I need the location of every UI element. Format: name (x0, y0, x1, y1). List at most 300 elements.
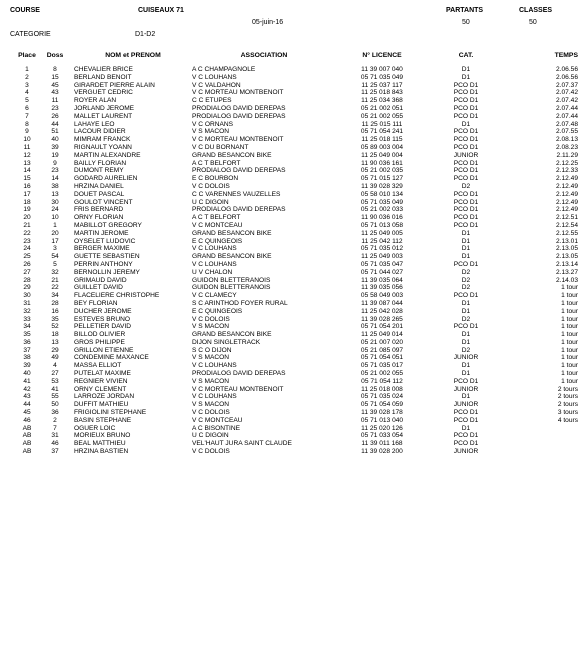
table-row (12, 401, 578, 409)
cell-doss: 7 (53, 424, 57, 432)
cell-time: 2.13.05 (556, 253, 578, 261)
cell-place: 20 (23, 214, 31, 222)
cell-place: 23 (23, 237, 31, 245)
table-row (12, 331, 578, 339)
cell-name: BERGER MAXIME (74, 245, 130, 253)
cell-licence: 05 71 013 040 (360, 416, 404, 424)
results-body (12, 66, 578, 456)
cell-name: MARTIN ALEXANDRE (74, 151, 141, 159)
cell-licence: 11 25 042 112 (361, 237, 403, 245)
cell-place: 15 (23, 175, 31, 183)
cell-licence: 05 71 044 027 (360, 268, 404, 276)
cell-category: PCO D1 (453, 206, 479, 214)
cell-licence: 11 25 049 003 (361, 253, 403, 261)
cell-time: 1 tour (561, 307, 578, 315)
table-row (12, 66, 578, 74)
cell-place: 24 (23, 245, 31, 253)
cell-place: 26 (23, 260, 31, 268)
cell-place: 21 (23, 221, 31, 229)
cell-association: A C T BELFORT (192, 214, 241, 222)
cell-licence: 05 21 002 033 (360, 206, 404, 214)
cell-time: 1 tour (561, 284, 578, 292)
cell-association: A C CHAMPAGNOLE (192, 66, 256, 73)
table-row (12, 82, 578, 90)
cell-doss: 21 (51, 276, 59, 284)
cell-place: 44 (23, 401, 31, 409)
cell-time (504, 440, 578, 448)
cell-time (504, 448, 578, 456)
cell-time: 1 tour (561, 338, 578, 346)
cell-place: 29 (23, 284, 31, 292)
cell-doss: 29 (51, 346, 59, 354)
cell-association: A C BISONTINE (192, 424, 240, 432)
cell-time: 2.13.14 (556, 260, 578, 268)
cell-licence: 05 71 035 017 (360, 362, 404, 370)
cell-time: 1 tour (561, 346, 578, 354)
cell-association: V C DOLOIS (192, 182, 230, 190)
cell-licence: 11 25 049 004 (361, 151, 403, 159)
cell-name: FLACELIERE CHRISTOPHE (74, 292, 160, 300)
cell-time: 1 tour (561, 299, 578, 307)
table-row (12, 323, 578, 331)
cell-licence: 11 25 018 843 (361, 89, 403, 97)
cell-name: GOULOT VINCENT (74, 198, 133, 206)
cell-name: CHEVALIER BRICE (74, 66, 133, 73)
cell-licence: 05 71 035 012 (360, 245, 404, 253)
cell-association: C C ETUPES (192, 97, 232, 105)
cell-licence: 05 71 015 127 (360, 175, 404, 183)
cell-time: 4 tours (557, 416, 578, 424)
cell-category: PCO D1 (453, 221, 479, 229)
cell-place: 13 (23, 159, 31, 167)
col-licence-header: N° LICENCE (362, 52, 402, 59)
cell-association: C C VARENNES VAUZELLES (192, 190, 281, 198)
cell-category: JUNIOR (453, 448, 479, 456)
cell-category: D2 (461, 268, 471, 276)
cell-doss: 54 (51, 253, 59, 261)
cell-time: 2.07.55 (556, 128, 578, 136)
table-row (12, 245, 578, 253)
cell-time: 2.07.44 (556, 104, 578, 112)
cell-place: 45 (23, 409, 31, 417)
cell-doss: 10 (51, 214, 59, 222)
cell-name: BASIN STEPHANE (74, 416, 132, 424)
cell-time: 2.12.25 (556, 159, 578, 167)
cell-doss: 36 (51, 409, 59, 417)
cell-doss: 49 (51, 354, 59, 362)
cell-name: REGNIER VIVIEN (74, 377, 128, 385)
cell-licence: 05 21 007 020 (360, 338, 404, 346)
cell-category: PCO D1 (453, 260, 479, 268)
table-row (12, 417, 578, 425)
cell-place: 27 (23, 268, 31, 276)
cell-doss: 43 (51, 89, 59, 97)
cell-licence: 05 71 013 058 (360, 221, 404, 229)
col-time-header: TEMPS (554, 52, 578, 59)
race-name: CUISEAUX 71 (138, 7, 184, 14)
cell-association: V C LOUHANS (192, 73, 237, 81)
cell-time: 2.13.27 (556, 268, 578, 276)
cell-doss: 16 (51, 307, 59, 315)
cell-doss: 18 (51, 331, 59, 339)
cell-association: S C O DIJON (192, 346, 232, 354)
cell-doss: 5 (53, 260, 57, 268)
cell-doss: 23 (51, 167, 59, 175)
cell-time: 2.07.42 (556, 97, 578, 105)
cell-licence: 11 39 087 044 (361, 299, 403, 307)
cell-name: OYSELET LUDOVIC (74, 237, 136, 245)
cell-name: HRZINA DANIEL (74, 182, 124, 190)
cell-licence: 11 39 035 056 (361, 284, 403, 292)
cell-time: 2.12.51 (556, 214, 578, 222)
cell-category: D2 (461, 182, 471, 190)
cell-association: VEL'HAUT JURA SAINT CLAUDE (192, 440, 292, 448)
cell-place: 40 (23, 370, 31, 378)
cell-association: V S MACON (192, 377, 230, 385)
table-row (12, 339, 578, 347)
cell-doss: 38 (51, 182, 59, 190)
table-row (12, 191, 578, 199)
course-label: COURSE (10, 7, 40, 14)
cell-place: 22 (23, 229, 31, 237)
table-row (12, 199, 578, 207)
col-assoc-header: ASSOCIATION (240, 52, 288, 59)
cell-doss: 1 (53, 221, 57, 229)
table-row (12, 253, 578, 261)
cell-name: HRZINA BASTIEN (74, 448, 129, 456)
cell-time: 2.08.13 (556, 136, 578, 144)
cell-doss: 2 (53, 416, 57, 424)
table-row (12, 183, 578, 191)
table-row (12, 113, 578, 121)
cell-time: 1 tour (561, 362, 578, 370)
cell-doss: 24 (51, 206, 59, 214)
cell-licence: 11 39 011 168 (361, 440, 403, 448)
cell-doss: 41 (51, 385, 59, 393)
cell-time: 2.07.44 (556, 112, 578, 120)
cell-name: MORIEUX BRUNO (74, 432, 131, 440)
cell-name: GIRARDET PIERRE ALAIN (74, 81, 155, 89)
cell-place: 9 (25, 128, 29, 136)
table-row (12, 206, 578, 214)
cell-association: U C DIGOIN (192, 432, 229, 440)
cell-category: PCO D1 (453, 81, 479, 89)
classes-label: CLASSES (519, 7, 553, 14)
cell-time: 1 tour (561, 370, 578, 378)
cell-place: 31 (23, 299, 31, 307)
cell-doss: 3 (53, 245, 57, 253)
cell-name: ESTEVES BRUNO (74, 315, 131, 323)
cell-category: PCO D1 (453, 89, 479, 97)
cell-name: PERRIN ANTHONY (74, 260, 133, 268)
cell-licence: 05 89 003 004 (360, 143, 404, 151)
cell-licence: 05 71 054 201 (360, 323, 404, 331)
cell-association: PRODIALOG DAVID DEREPAS (192, 370, 286, 378)
cell-place: 17 (23, 190, 31, 198)
cell-category: PCO D1 (453, 167, 479, 175)
cell-licence: 11 25 034 368 (361, 97, 403, 105)
cell-category: D2 (461, 346, 471, 354)
cell-place: 38 (23, 354, 31, 362)
cell-association: GRAND BESANCON BIKE (192, 229, 272, 237)
cell-time: 1 tour (561, 354, 578, 362)
cell-association: V S MACON (192, 128, 230, 136)
table-row (12, 347, 578, 355)
table-row (12, 378, 578, 386)
cell-doss: 14 (51, 175, 59, 183)
cell-name: ROYER ALAN (74, 97, 117, 105)
cell-licence: 05 58 049 003 (360, 292, 404, 300)
cell-licence: 11 39 028 329 (361, 182, 403, 190)
cell-doss: 20 (51, 229, 59, 237)
cell-category: D2 (461, 284, 471, 292)
cell-place: 2 (25, 73, 29, 81)
cell-place: 19 (23, 206, 31, 214)
table-row (12, 89, 578, 97)
cell-place: AB (22, 424, 32, 432)
cell-category: PCO D1 (453, 377, 479, 385)
cell-association: GRAND BESANCON BIKE (192, 253, 272, 261)
cell-time: 2.14.03 (556, 276, 578, 284)
cell-name: PUTELAT MAXIME (74, 370, 131, 378)
cell-licence: 05 71 054 241 (360, 128, 404, 136)
cell-time: 2.11.29 (556, 151, 578, 159)
cell-licence: 11 25 049 005 (361, 229, 403, 237)
cell-name: ORNY CLEMENT (74, 385, 127, 393)
cell-time: 2.12.49 (556, 182, 578, 190)
cell-category: D1 (461, 362, 471, 370)
cell-association: V C MORTEAU MONTBENOIT (192, 385, 284, 393)
cell-time: 1 tour (561, 331, 578, 339)
cell-doss: 15 (51, 73, 59, 81)
category-label: CATEGORIE (10, 31, 51, 38)
cell-category: PCO D1 (453, 323, 479, 331)
partants-value: 50 (462, 19, 470, 26)
cell-time: 1 tour (561, 292, 578, 300)
cell-licence: 05 21 002 055 (360, 112, 404, 120)
cell-association: V C DOLOIS (192, 409, 230, 417)
results-header-row (12, 52, 578, 66)
cell-association: PRODIALOG DAVID DEREPAS (192, 104, 286, 112)
cell-name: MABILLOT GREGORY (74, 221, 142, 229)
col-doss-header: Doss (46, 52, 64, 59)
cell-doss: 9 (53, 159, 57, 167)
cell-place: 7 (25, 112, 29, 120)
table-row (12, 261, 578, 269)
col-cat-header: CAT. (458, 52, 474, 59)
cell-place: 16 (23, 182, 31, 190)
cell-doss: 13 (51, 338, 59, 346)
cell-time: 2.07.48 (556, 120, 578, 128)
cell-association: PRODIALOG DAVID DEREPAS (192, 206, 286, 214)
table-row (12, 144, 578, 152)
table-row (12, 425, 578, 433)
cell-association: V C LOUHANS (192, 362, 237, 370)
cell-category: PCO D1 (453, 214, 479, 222)
col-name-header: NOM et PRENOM (105, 52, 161, 59)
table-row (12, 128, 578, 136)
cell-licence: 11 90 036 016 (361, 214, 403, 222)
cell-doss: 23 (51, 104, 59, 112)
cell-place: 39 (23, 362, 31, 370)
cell-association: E C BOURBON (192, 175, 239, 183)
cell-association: E C QUINGEOIS (192, 237, 243, 245)
cell-doss: 40 (51, 136, 59, 144)
cell-association: V C MONTCEAU (192, 416, 243, 424)
cell-association: U V CHALON (192, 268, 233, 276)
table-row (12, 300, 578, 308)
cell-category: PCO D1 (453, 409, 479, 417)
cell-time: 2 tours (557, 401, 578, 409)
cell-name: MARTIN JEROME (74, 229, 129, 237)
cell-name: BILLOD OLIVIER (74, 331, 126, 339)
cell-licence: 11 25 018 115 (361, 136, 403, 144)
cell-name: MALLET LAURENT (74, 112, 133, 120)
cell-name: GUILLET DAVID (74, 284, 123, 292)
cell-association: V S MACON (192, 354, 230, 362)
cell-category: D1 (461, 245, 471, 253)
cell-doss: 17 (51, 237, 59, 245)
cell-place: 4 (25, 89, 29, 97)
cell-name: GRILLON ETIENNE (74, 346, 134, 354)
cell-category: D2 (461, 315, 471, 323)
cell-doss: 13 (51, 190, 59, 198)
cell-doss: 35 (51, 315, 59, 323)
cell-doss: 11 (51, 97, 59, 105)
cell-doss: 50 (51, 401, 59, 409)
cell-name: RIGNAULT YOANN (74, 143, 132, 151)
table-row (12, 222, 578, 230)
table-row (12, 152, 578, 160)
cell-category: D1 (461, 370, 471, 378)
cell-category: JUNIOR (453, 354, 479, 362)
cell-category: D1 (461, 331, 471, 339)
cell-category: D1 (461, 393, 471, 401)
table-row (12, 230, 578, 238)
cell-licence: 11 25 049 014 (361, 331, 403, 339)
cell-category: PCO D1 (453, 128, 479, 136)
cell-licence: 11 39 035 064 (361, 276, 403, 284)
cell-place: 28 (23, 276, 31, 284)
cell-category: PCO D1 (453, 292, 479, 300)
table-row (12, 316, 578, 324)
cell-category: JUNIOR (453, 401, 479, 409)
cell-association: DIJON SINGLETRACK (192, 338, 261, 346)
cell-association: V S MACON (192, 401, 230, 409)
cell-licence: 11 25 037 117 (361, 81, 403, 89)
cell-category: D1 (461, 253, 471, 261)
cell-time: 2 tours (557, 393, 578, 401)
cell-category: PCO D1 (453, 136, 479, 144)
cell-place: 32 (23, 307, 31, 315)
partants-label: PARTANTS (446, 7, 484, 14)
cell-licence: 05 58 010 134 (360, 190, 404, 198)
cell-licence: 05 71 035 024 (360, 393, 404, 401)
cell-place: 12 (23, 151, 31, 159)
cell-category: PCO D1 (453, 190, 479, 198)
cell-name: GODARD AURELIEN (74, 175, 138, 183)
cell-name: DUFFIT MATHIEU (74, 401, 129, 409)
cell-category: PCO D1 (453, 440, 479, 448)
cell-association: GRAND BESANCON BIKE (192, 151, 272, 159)
cell-licence: 11 25 042 028 (361, 307, 403, 315)
cell-category: PCO D1 (453, 104, 479, 112)
table-row (12, 121, 578, 129)
table-row (12, 440, 578, 448)
cell-place: 10 (23, 136, 31, 144)
cell-association: A C T BELFORT (192, 159, 241, 167)
cell-category: D1 (461, 229, 471, 237)
cell-doss: 8 (53, 66, 57, 73)
table-row (12, 136, 578, 144)
cell-association: GUIDON BLETTERANOIS (192, 284, 271, 292)
cell-time: 2.12.49 (556, 198, 578, 206)
cell-doss: 32 (51, 268, 59, 276)
cell-time (504, 425, 578, 433)
cell-category: D1 (461, 73, 471, 81)
cell-time: 1 tour (561, 377, 578, 385)
cell-licence: 05 71 054 059 (360, 401, 404, 409)
cell-place: 36 (23, 338, 31, 346)
cell-place: 6 (25, 104, 29, 112)
cell-name: CONDEMINE MAXANCE (74, 354, 149, 362)
cell-association: GRAND BESANCON BIKE (192, 331, 272, 339)
cell-licence: 11 39 007 040 (361, 66, 403, 73)
cell-association: V C CLAMECY (192, 292, 237, 300)
cell-time: 1 tour (561, 323, 578, 331)
table-row (12, 354, 578, 362)
cell-time: 2.13.05 (556, 245, 578, 253)
cell-time: 2.13.01 (556, 237, 578, 245)
cell-place: 34 (23, 323, 31, 331)
cell-time: 2.12.49 (556, 206, 578, 214)
cell-association: E C QUINGEOIS (192, 307, 243, 315)
cell-doss: 39 (51, 143, 59, 151)
cell-doss: 55 (51, 393, 59, 401)
cell-place: 42 (23, 385, 31, 393)
cell-licence: 11 39 028 265 (361, 315, 403, 323)
cell-category: D1 (461, 307, 471, 315)
cell-time: 2.12.54 (556, 221, 578, 229)
cell-name: MIMRAM FRANCK (74, 136, 131, 144)
cell-time: 2.12.33 (556, 167, 578, 175)
cell-place: AB (22, 440, 32, 448)
cell-association: V C DU BORNANT (192, 143, 249, 151)
cell-doss: 53 (51, 377, 59, 385)
cell-name: GROS PHILIPPE (74, 338, 125, 346)
cell-association: V C DOLOIS (192, 315, 230, 323)
cell-category: PCO D1 (453, 416, 479, 424)
cell-place: 5 (25, 97, 29, 105)
cell-place: 41 (23, 377, 31, 385)
cell-doss: 26 (51, 112, 59, 120)
cell-name: MASSA ELLIOT (74, 362, 122, 370)
cell-name: FRIGIOLINI STEPHANE (74, 409, 147, 417)
cell-doss: 4 (53, 362, 57, 370)
cell-doss: 27 (51, 370, 59, 378)
cell-category: PCO D1 (453, 432, 479, 440)
cell-name: ORNY FLORIAN (74, 214, 124, 222)
cell-category: D1 (461, 338, 471, 346)
cell-time (504, 432, 578, 440)
cell-category: JUNIOR (453, 385, 479, 393)
cell-name: LACOUR DIDIER (74, 128, 126, 136)
cell-time: 2.12.49 (556, 190, 578, 198)
cell-place: 18 (23, 198, 31, 206)
cell-category: D2 (461, 276, 471, 284)
cell-place: 14 (23, 167, 31, 175)
cell-licence: 11 39 028 200 (361, 448, 403, 456)
